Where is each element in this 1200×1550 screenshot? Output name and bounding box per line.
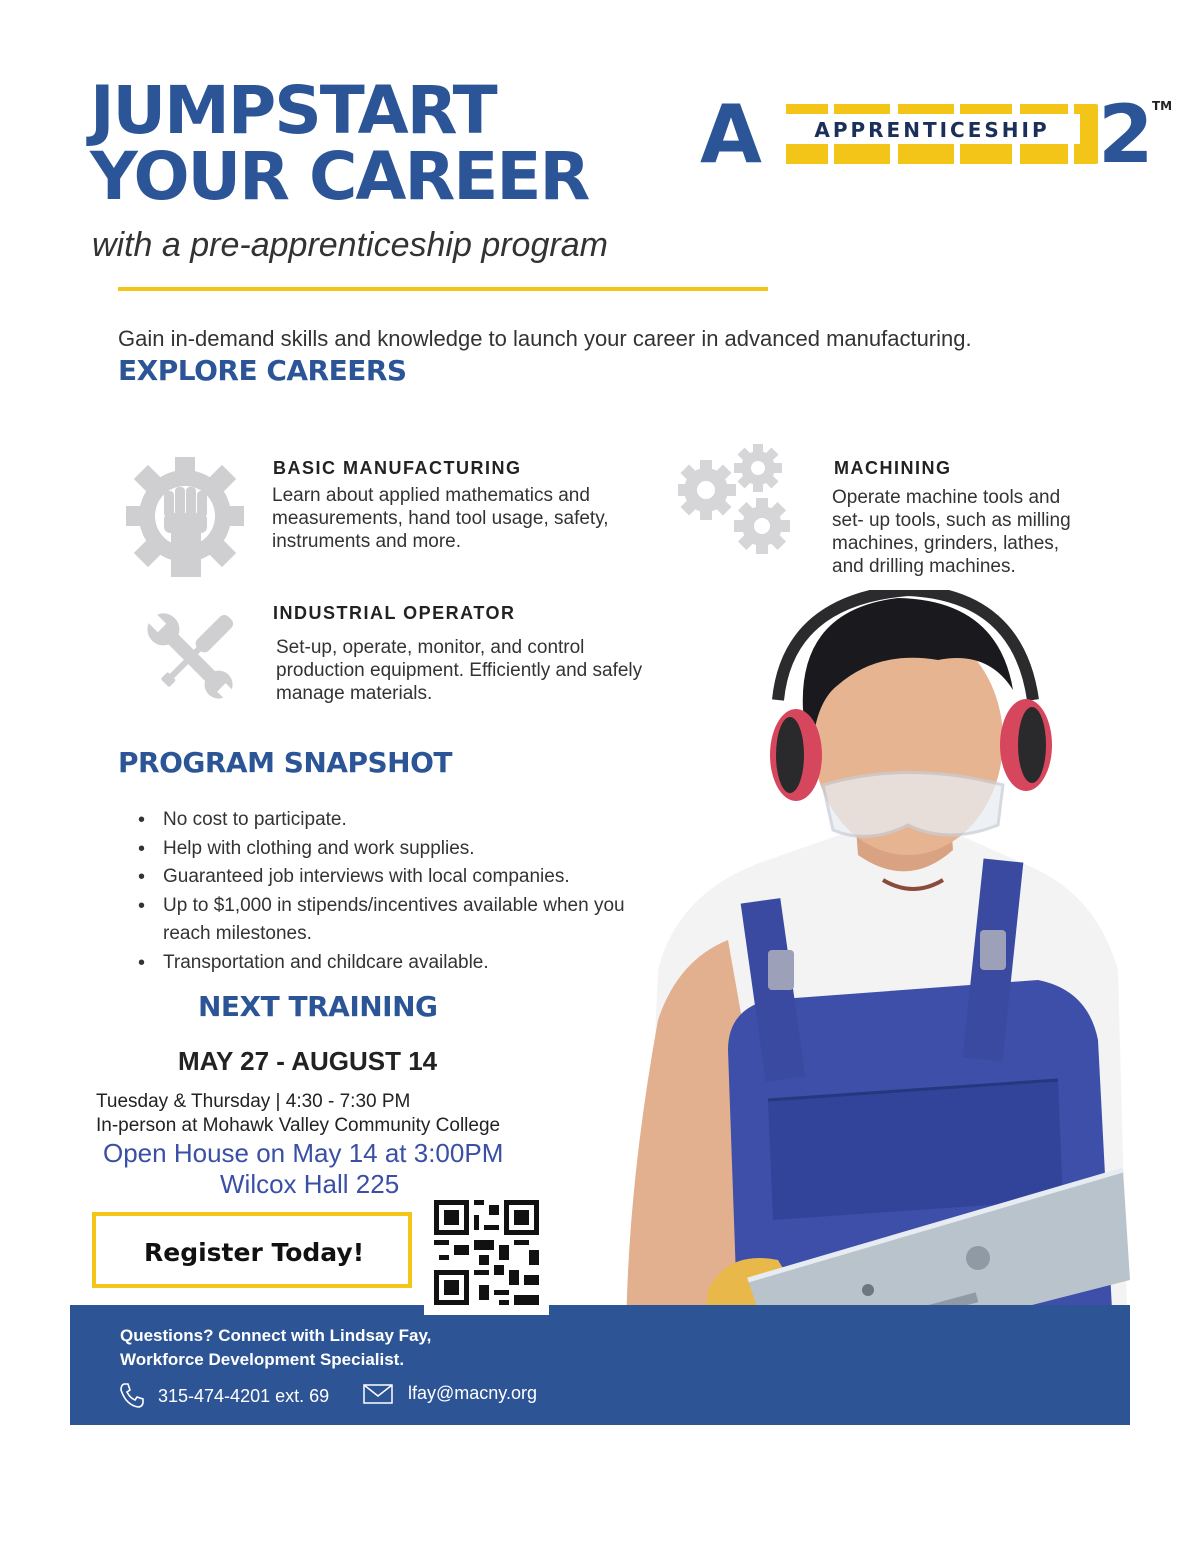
open-house-text: Open House on May 14 at 3:00PM	[103, 1138, 504, 1168]
snapshot-list	[136, 806, 656, 977]
advance2-logo	[700, 88, 1180, 178]
lead-text: Gain in-demand skills and knowledge to launch your career in advanced manufacturing.	[118, 326, 972, 351]
email-address[interactable]: lfay@macny.org	[408, 1383, 537, 1403]
explore-careers-heading: EXPLORE CAREERS	[118, 354, 407, 387]
career-line: instruments and more.	[272, 531, 462, 552]
career-text-industrial-operator	[276, 636, 642, 705]
schedule-location: In-person at Mohawk Valley Community College	[96, 1115, 501, 1136]
career-title-industrial-operator: INDUSTRIAL OPERATOR	[273, 603, 516, 623]
qr-code[interactable]	[424, 1190, 549, 1315]
training-dates: MAY 27 - AUGUST 14	[178, 1046, 438, 1076]
title-line-2: YOUR CAREER	[90, 138, 589, 215]
career-line: set- up tools, such as milling	[832, 510, 1071, 531]
logo-number: 2	[1098, 88, 1154, 178]
training-schedule	[96, 1090, 500, 1138]
list-item: • Guaranteed job interviews with local companies.	[136, 863, 656, 892]
wrench-screwdriver-icon	[136, 604, 246, 715]
yellow-divider	[118, 287, 768, 291]
gears-icon	[678, 444, 798, 564]
career-line: manage materials.	[276, 683, 433, 704]
next-training-heading: NEXT TRAINING	[198, 990, 438, 1023]
open-house-room: Wilcox Hall 225	[220, 1169, 400, 1199]
list-item: • Transportation and childcare available.	[136, 949, 656, 978]
list-item: • Help with clothing and work supplies.	[136, 835, 656, 864]
list-item: • Up to $1,000 in stipends/incentives available when you reach milestones.	[136, 892, 633, 949]
logo-letter-a: A	[700, 88, 762, 178]
question-line-2: Workforce Development Specialist.	[120, 1350, 405, 1369]
title-line-1: JUMPSTART	[90, 72, 496, 149]
register-button[interactable]	[92, 1212, 412, 1288]
phone-number[interactable]: 315-474-4201 ext. 69	[158, 1386, 330, 1406]
career-line: Operate machine tools and	[832, 487, 1061, 508]
worker-photo	[618, 590, 1130, 1425]
phone-icon	[118, 1381, 146, 1414]
page-title	[90, 72, 589, 215]
career-line: and drilling machines.	[832, 556, 1016, 577]
career-line: Learn about applied mathematics and	[272, 485, 590, 506]
logo-tm: TM	[1152, 99, 1173, 113]
career-text-machining	[832, 486, 1071, 578]
subtitle: with a pre-apprenticeship program	[92, 226, 608, 264]
logo-word: APPRENTICESHIP	[814, 118, 1050, 142]
career-title-basic-manufacturing: BASIC MANUFACTURING	[273, 458, 522, 478]
career-title-machining: MACHINING	[834, 458, 952, 478]
fist-gear-icon	[124, 455, 246, 582]
career-line: Set-up, operate, monitor, and control	[276, 637, 585, 658]
career-line: machines, grinders, lathes,	[832, 533, 1060, 554]
contact-question	[120, 1324, 431, 1372]
email-icon	[363, 1384, 393, 1409]
program-snapshot-heading: PROGRAM SNAPSHOT	[118, 746, 453, 779]
career-text-basic-manufacturing	[272, 484, 609, 553]
career-line: production equipment. Efficiently and safely	[276, 660, 643, 681]
schedule-days: Tuesday & Thursday | 4:30 - 7:30 PM	[96, 1091, 411, 1112]
question-line-1: Questions? Connect with Lindsay Fay,	[120, 1326, 432, 1345]
list-item: • No cost to participate.	[136, 806, 656, 835]
register-label: Register Today!	[144, 1238, 365, 1267]
career-line: measurements, hand tool usage, safety,	[272, 508, 609, 529]
